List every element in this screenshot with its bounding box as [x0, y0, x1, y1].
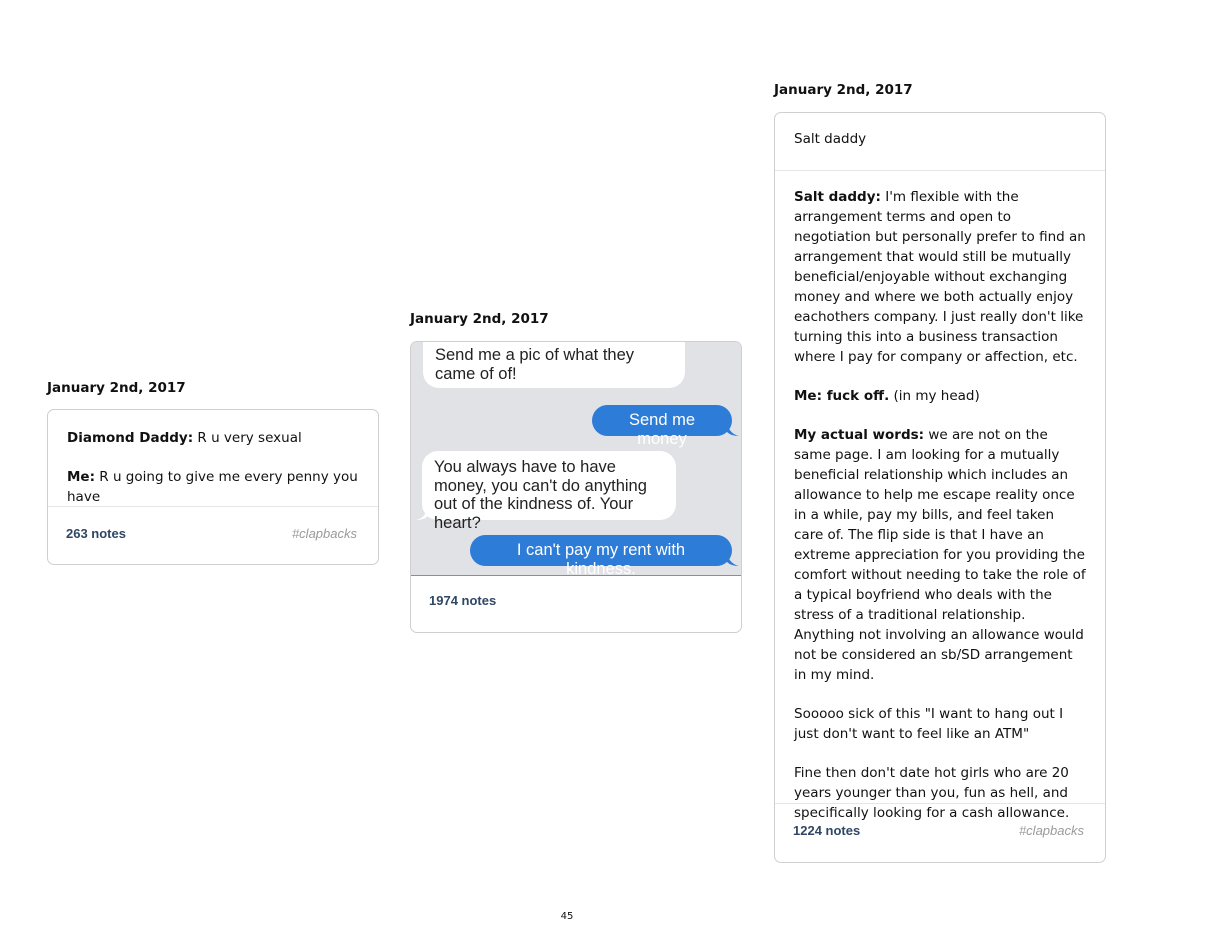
- post-date: January 2nd, 2017: [47, 380, 186, 396]
- message-bubble-incoming: You always have to have money, you can't do anything out of the kindness of. Your heart?: [422, 451, 676, 520]
- paragraph-text: I'm flexible with the arrangement terms and open to negotiation but personally prefer to find an arrangement that would still be mutually beneficial/enjoyable without exchanging money and where we both actually enjoy eachothers company. I just really don't like turning this into a business transaction where I pay for company or affection, etc.: [794, 189, 1086, 365]
- post-card: [410, 341, 742, 633]
- line-text: R u going to give me every penny you have: [67, 469, 358, 505]
- paragraph: [794, 425, 1087, 685]
- message-bubble-outgoing: I can't pay my rent with kindness.: [470, 535, 732, 566]
- chat-line: [67, 428, 360, 448]
- speaker-label: My actual words:: [794, 427, 925, 443]
- post-date: January 2nd, 2017: [774, 82, 913, 98]
- post-card: [774, 112, 1106, 863]
- post-body: [775, 171, 1105, 823]
- speaker-label: Diamond Daddy:: [67, 430, 194, 446]
- message-bubble-incoming: Send me a pic of what they came of of!: [423, 341, 685, 388]
- paragraph: [794, 187, 1087, 367]
- tag-link[interactable]: #clapbacks: [1018, 823, 1084, 838]
- paragraph-text: Fine then don't date hot girls who are 20 years younger than you, fun as hell, and specifically looking for a cash allowance.: [794, 765, 1070, 821]
- bubble-tail-icon: [416, 508, 428, 520]
- post-date: January 2nd, 2017: [410, 311, 549, 327]
- speaker-label: Salt daddy:: [794, 189, 881, 205]
- line-text: R u very sexual: [193, 430, 302, 446]
- imessage-screenshot: [411, 342, 741, 576]
- notes-count-link[interactable]: 1974 notes: [429, 593, 497, 608]
- post-footer: [48, 506, 378, 564]
- paragraph-text: we are not on the same page. I am looking for a mutually beneficial relationship which includes an allowance to help me escape reality once in a while, pay my bills, and feel taken care of. The flip side is that I have an extreme appreciation for you providing the comfort without needing to take the role of a typical boyfriend who deals with the stress of a traditional relationship. Anything not involving an allowance would not be considered an sb/SD arrangement in my mind.: [794, 427, 1086, 683]
- speaker-label: Me: fuck off.: [794, 388, 890, 404]
- tag-link[interactable]: #clapbacks: [291, 526, 357, 541]
- paragraph: [794, 704, 1087, 744]
- paragraph: [794, 386, 1087, 406]
- notes-count-link[interactable]: 263 notes: [66, 526, 126, 541]
- post-body: [48, 410, 378, 507]
- post-footer: [411, 574, 741, 632]
- chat-line: [67, 467, 360, 507]
- paragraph-text: Sooooo sick of this "I want to hang out I just don't want to feel like an ATM": [794, 706, 1064, 742]
- post-card: [47, 409, 379, 565]
- message-bubble-outgoing: Send me money: [592, 405, 732, 436]
- post-title: Salt daddy: [775, 113, 1105, 171]
- page-number: 45: [560, 911, 574, 922]
- speaker-label: Me:: [67, 469, 95, 485]
- post-footer: [775, 803, 1105, 862]
- notes-count-link[interactable]: 1224 notes: [793, 823, 861, 838]
- bubble-tail-icon: [727, 424, 739, 436]
- bubble-tail-icon: [727, 554, 739, 566]
- paragraph-text: (in my head): [889, 388, 980, 404]
